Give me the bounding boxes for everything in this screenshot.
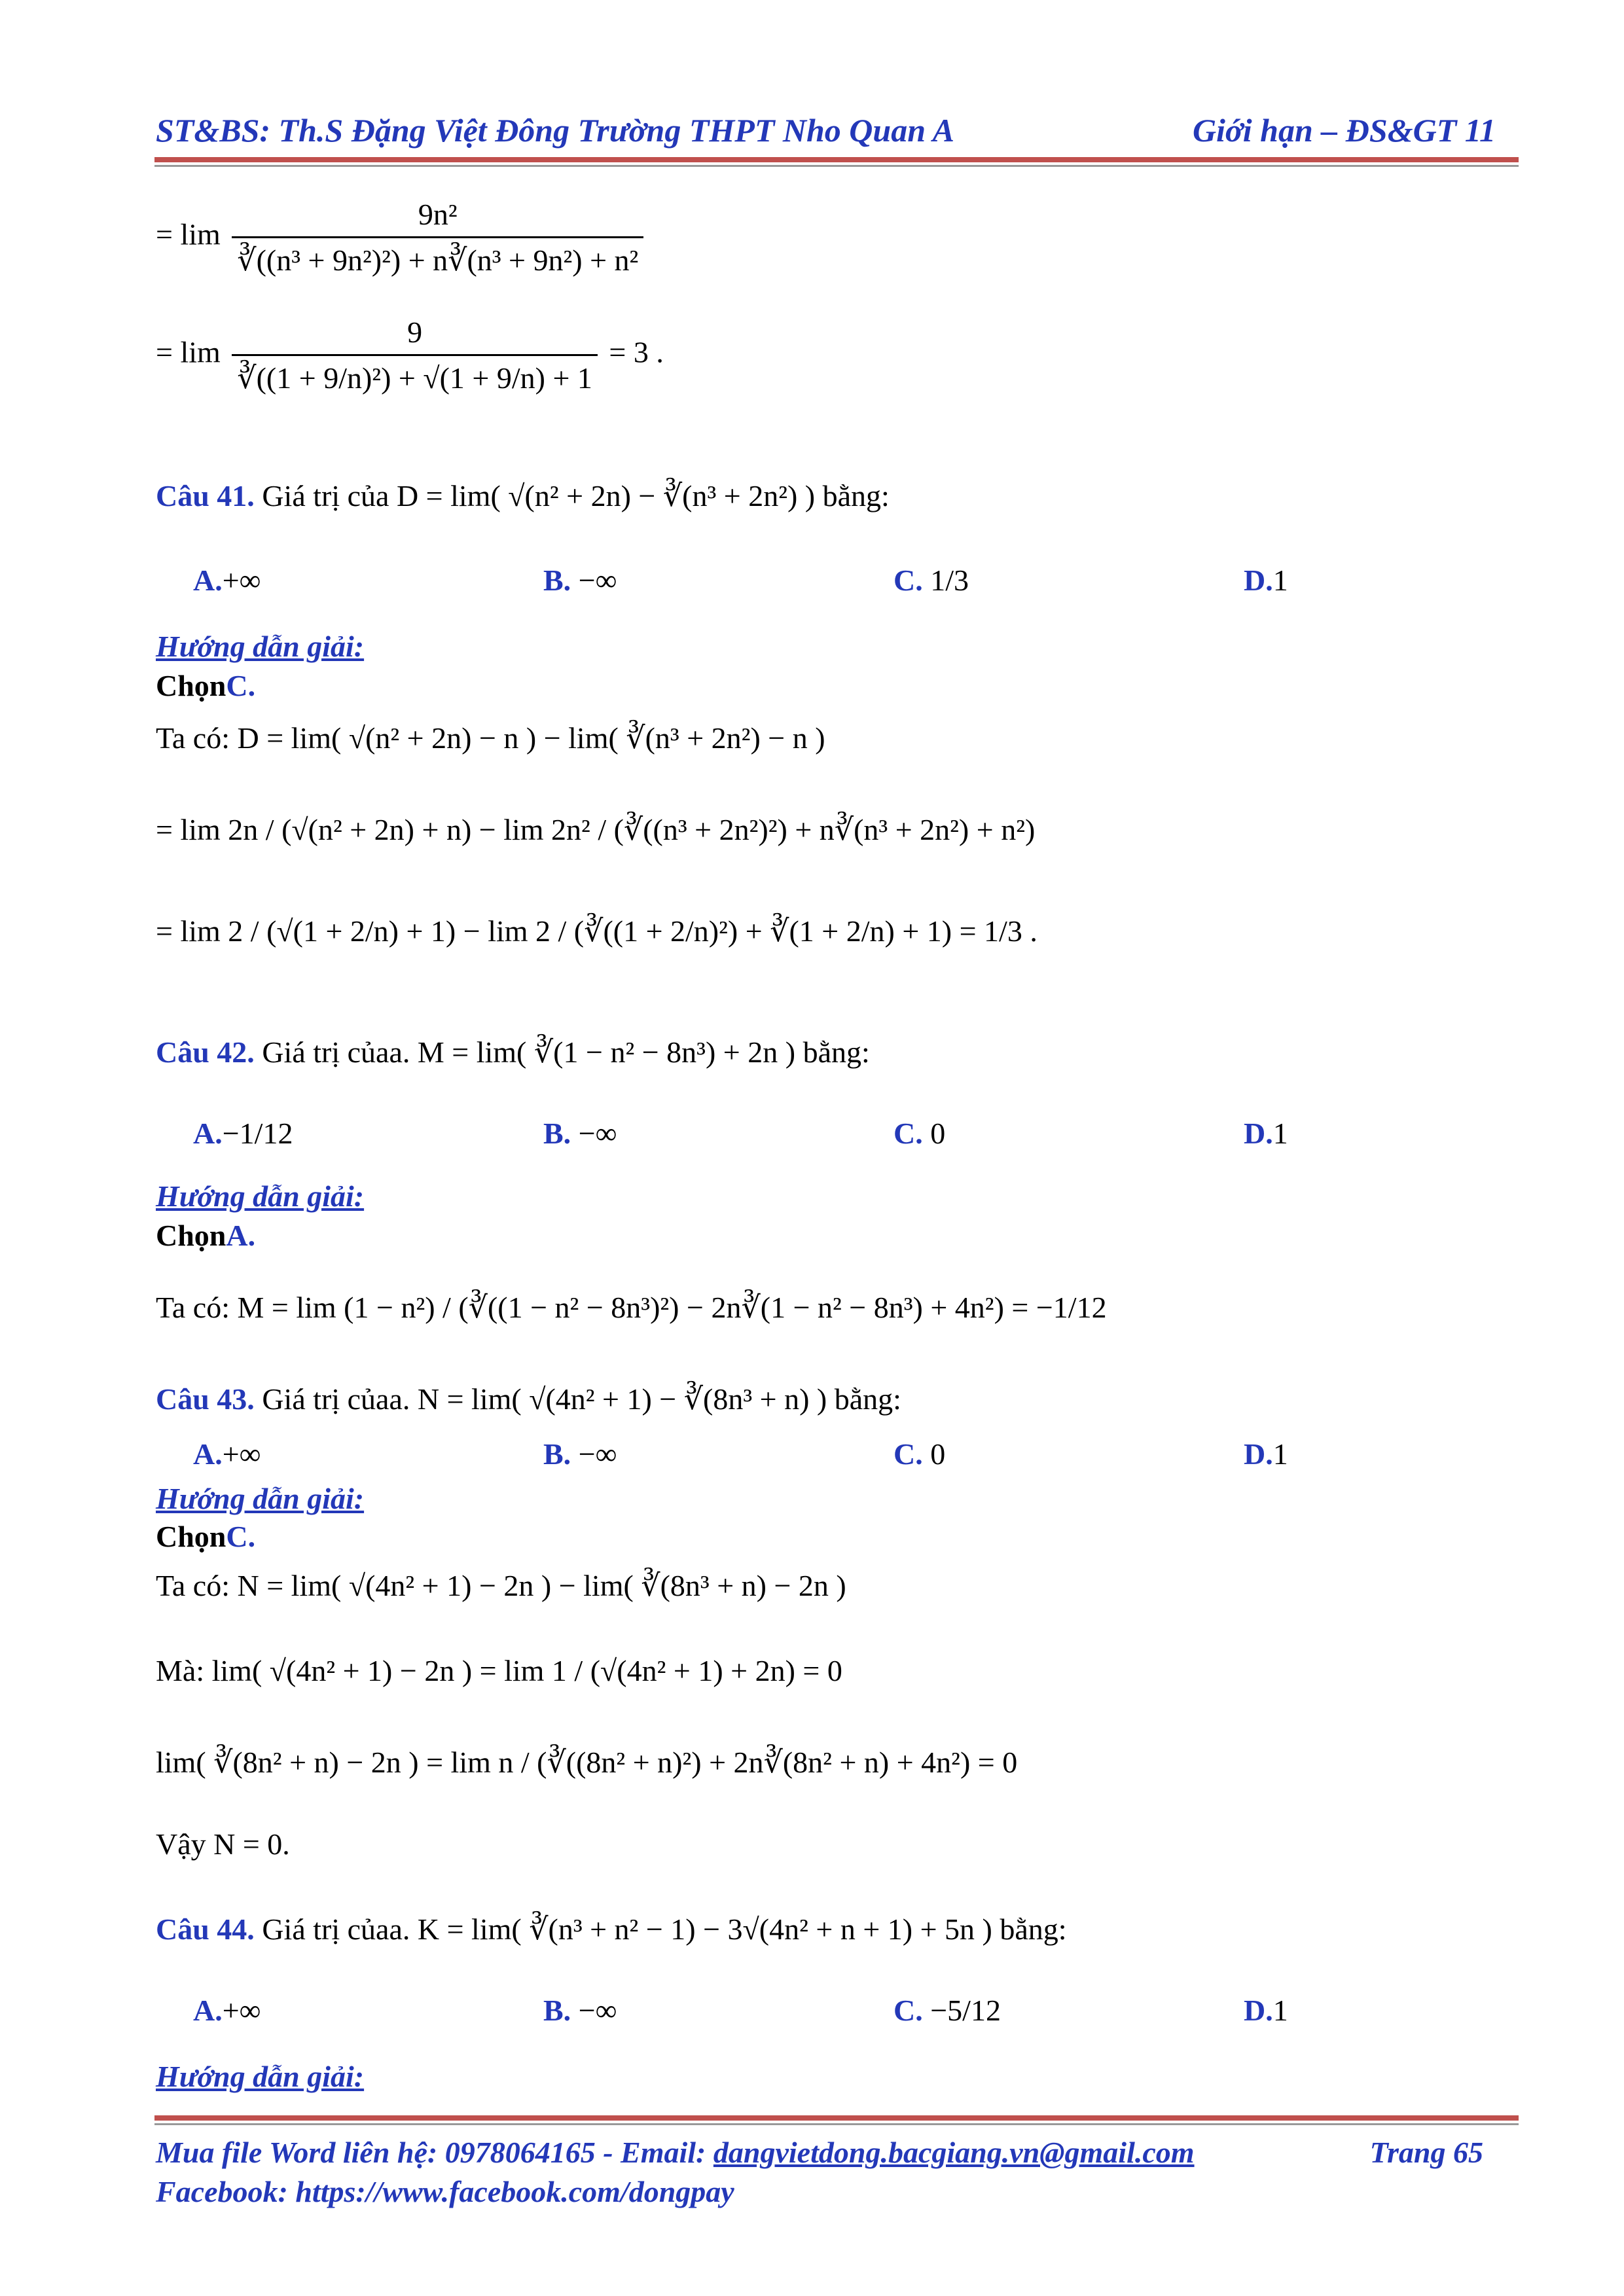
- q42-option-b: [543, 1116, 617, 1151]
- q41-b-label: B.: [543, 564, 571, 597]
- q43-label: Câu 43.: [156, 1382, 255, 1416]
- q41-a-value: +∞: [222, 564, 261, 597]
- q44-b-label: B.: [543, 1994, 571, 2027]
- header-right: Giới hạn – ĐS&GT 11: [1192, 112, 1496, 149]
- q43-choose: [156, 1518, 255, 1554]
- q43-sol-1: Ta có: N = lim( √(4n² + 1) − 2n ) − lim( ∛(8n³ + n) − 2n ): [156, 1569, 846, 1602]
- q44-hint: Hướng dẫn giải:: [156, 2060, 365, 2093]
- footer-rule: [154, 2115, 1519, 2121]
- q41-text: Giá trị của: [262, 479, 389, 512]
- q41-d-value: 1: [1272, 564, 1288, 597]
- q41-d-label: D.: [1244, 564, 1273, 597]
- q42-text: Giá trị của: [262, 1035, 389, 1069]
- q43-suffix: bằng:: [834, 1382, 901, 1416]
- q44-c-label: C.: [893, 1994, 923, 2027]
- q43-answer: C.: [226, 1520, 256, 1553]
- q41-suffix: bằng:: [822, 479, 890, 512]
- q43-d-value: 1: [1272, 1437, 1288, 1471]
- q44-option-a: [193, 1993, 261, 2028]
- q42-c-label: C.: [893, 1117, 923, 1150]
- calc-2-prefix: = lim: [156, 335, 221, 369]
- q43-d-label: D.: [1244, 1437, 1273, 1471]
- calc-1-den: ∛((n³ + 9n²)²) + n∛(n³ + 9n²) + n²: [237, 243, 639, 278]
- q43-b-value: −∞: [578, 1437, 617, 1471]
- q42-answer: A.: [226, 1219, 256, 1252]
- calc-2-den: ∛((1 + 9/n)²) + √(1 + 9/n) + 1: [237, 361, 592, 395]
- q41-expr: D = lim( √(n² + 2n) − ∛(n³ + 2n²) ): [396, 479, 816, 512]
- q42-hint: Hướng dẫn giải:: [156, 1179, 365, 1213]
- q41-label: Câu 41.: [156, 479, 255, 512]
- q44-d-label: D.: [1244, 1994, 1273, 2027]
- q43-hint: Hướng dẫn giải:: [156, 1482, 365, 1515]
- q43-c-label: C.: [893, 1437, 923, 1471]
- q42-expr: a. M = lim( ∛(1 − n² − 8n³) + 2n ): [389, 1035, 796, 1069]
- q44-option-d: [1244, 1993, 1288, 2028]
- calc-1-frac: [232, 196, 643, 278]
- q42-suffix: bằng:: [803, 1035, 870, 1069]
- q42-b-value: −∞: [578, 1117, 617, 1150]
- q44-option-b: [543, 1993, 617, 2028]
- q41-c-label: C.: [893, 564, 923, 597]
- q44-label: Câu 44.: [156, 1912, 255, 1946]
- q43-c-value: 0: [930, 1437, 946, 1471]
- q42-c-value: 0: [930, 1117, 946, 1150]
- q41-option-d: [1244, 563, 1288, 598]
- q43-option-b: [543, 1437, 617, 1471]
- q41-stem: [156, 478, 890, 514]
- q42-stem: [156, 1034, 870, 1070]
- calc-1-num: 9n²: [232, 196, 643, 238]
- q43-option-c: [893, 1437, 945, 1471]
- q42-d-label: D.: [1244, 1117, 1273, 1150]
- q44-c-value: −5/12: [930, 1994, 1001, 2027]
- q44-suffix: bằng:: [1000, 1912, 1067, 1946]
- q41-option-b: [543, 563, 617, 598]
- footer-contact-text: Mua file Word liên hệ: 0978064165 - Email:: [156, 2136, 713, 2169]
- header-left: ST&BS: Th.S Đặng Việt Đông Trường THPT Nho Quan A: [156, 112, 954, 149]
- calc-line-1: [156, 196, 647, 278]
- q41-hint: Hướng dẫn giải:: [156, 630, 365, 663]
- q43-sol-2: Mà: lim( √(4n² + 1) − 2n ) = lim 1 / (√(4n² + 1) + 2n) = 0: [156, 1654, 842, 1687]
- q43-stem: [156, 1381, 901, 1417]
- q43-option-a: [193, 1437, 261, 1471]
- q41-sol-2: = lim 2n / (√(n² + 2n) + n) − lim 2n² / (∛((n³ + 2n²)²) + n∛(n³ + 2n²) + n²): [156, 813, 1036, 846]
- header-rule: [154, 157, 1519, 162]
- q44-option-c: [893, 1993, 1001, 2028]
- q42-sol-1: Ta có: M = lim (1 − n²) / (∛((1 − n² − 8n³)²) − 2n∛(1 − n² − 8n³) + 4n²) = −1/12: [156, 1291, 1107, 1324]
- q42-b-label: B.: [543, 1117, 571, 1150]
- q43-a-value: +∞: [222, 1437, 261, 1471]
- q42-a-value: −1/12: [222, 1117, 293, 1150]
- q44-stem: [156, 1911, 1067, 1947]
- q44-d-value: 1: [1272, 1994, 1288, 2027]
- q42-option-c: [893, 1116, 945, 1151]
- footer-facebook[interactable]: Facebook: https://www.facebook.com/dongpay: [156, 2175, 734, 2208]
- footer-email-link[interactable]: dangvietdong.bacgiang.vn@gmail.com: [713, 2136, 1195, 2169]
- q41-sol-1: Ta có: D = lim( √(n² + 2n) − n ) − lim( ∛(n³ + 2n²) − n ): [156, 721, 825, 755]
- q43-a-label: A.: [193, 1437, 223, 1471]
- footer-rule-thin: [154, 2123, 1519, 2125]
- q43-sol-3: lim( ∛(8n² + n) − 2n ) = lim n / (∛((8n² + n)²) + 2n∛(8n² + n) + 4n²) = 0: [156, 1746, 1018, 1779]
- header-rule-thin: [154, 165, 1519, 167]
- q42-d-value: 1: [1272, 1117, 1288, 1150]
- calc-2-num: 9: [232, 314, 598, 356]
- q44-a-value: +∞: [222, 1994, 261, 2027]
- q42-label: Câu 42.: [156, 1035, 255, 1069]
- q44-expr: a. K = lim( ∛(n³ + n² − 1) − 3√(4n² + n + 1) + 5n ): [389, 1912, 992, 1946]
- q41-answer: C.: [226, 669, 256, 702]
- q43-option-d: [1244, 1437, 1288, 1471]
- q43-expr: a. N = lim( √(4n² + 1) − ∛(8n³ + n) ): [389, 1382, 827, 1416]
- q41-choose-label: Chọn: [156, 669, 226, 702]
- q41-choose: [156, 668, 255, 704]
- calc-line-2: [156, 314, 664, 396]
- calc-2-frac: [232, 314, 598, 396]
- calc-1-prefix: = lim: [156, 217, 221, 251]
- footer-page-number: Trang 65: [1369, 2136, 1483, 2169]
- q43-b-label: B.: [543, 1437, 571, 1471]
- q41-b-value: −∞: [578, 564, 617, 597]
- q42-option-a: [193, 1116, 293, 1151]
- q41-option-a: [193, 563, 261, 598]
- q44-a-label: A.: [193, 1994, 223, 2027]
- q42-choose: [156, 1217, 255, 1253]
- footer-contact: [156, 2135, 1195, 2170]
- q41-option-c: [893, 563, 969, 598]
- calc-2-result: = 3 .: [609, 335, 664, 369]
- q42-option-d: [1244, 1116, 1288, 1151]
- q41-sol-3: = lim 2 / (√(1 + 2/n) + 1) − lim 2 / (∛((1 + 2/n)²) + ∛(1 + 2/n) + 1) = 1/3 .: [156, 914, 1038, 948]
- q43-choose-label: Chọn: [156, 1520, 226, 1553]
- q42-a-label: A.: [193, 1117, 223, 1150]
- q43-text: Giá trị của: [262, 1382, 389, 1416]
- q43-sol-4: Vậy N = 0.: [156, 1827, 290, 1861]
- q41-a-label: A.: [193, 564, 223, 597]
- q42-choose-label: Chọn: [156, 1219, 226, 1252]
- q44-text: Giá trị của: [262, 1912, 389, 1946]
- q41-c-value: 1/3: [930, 564, 969, 597]
- q44-b-value: −∞: [578, 1994, 617, 2027]
